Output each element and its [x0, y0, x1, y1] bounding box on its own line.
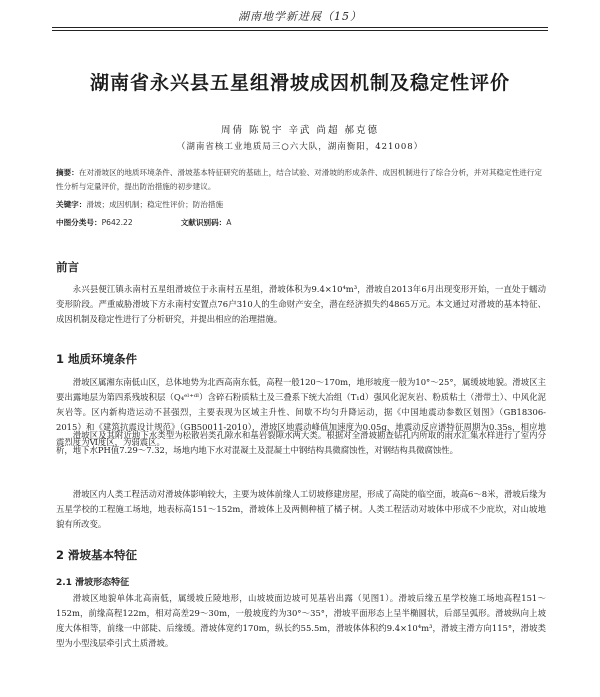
authors: 周倩 陈锐宇 辛武 尚超 郝克德 — [220, 125, 380, 136]
keywords-text: 滑坡；成因机制；稳定性评价；防治措施 — [86, 200, 224, 209]
clc-label: 中图分类号： — [56, 218, 102, 227]
section-heading-1: 1 地质环境条件 — [56, 352, 138, 366]
clc-value: P642.22 — [101, 218, 133, 227]
keywords — [56, 198, 546, 212]
header-rule — [52, 27, 548, 31]
section-heading-2: 2 滑坡基本特征 — [56, 548, 138, 562]
abstract — [56, 166, 546, 194]
subsection-heading-2-1: 2.1 滑坡形态特征 — [56, 578, 130, 588]
keywords-label: 关键字： — [56, 200, 87, 209]
section-heading-preface: 前言 — [56, 260, 79, 274]
section1-paragraph-1: 滑坡区属湘东南低山区，总体地势为北西高南东低，高程一般120～170m，地形坡度一般为10°～25°，属缓坡地貌。滑坡区主要出露地层为第四系残坡积层（Q₄ᵉˡ⁺ᵈˡ）含碎石粉质粘土及三叠系下统大冶组（T₁d）强风化泥灰岩、粉质粘土（滑带土）、中风化泥灰岩等。区内新构造运动不甚强烈，主要表现为区域主升性、间歇不均匀升降运动，据《中国地震动参数区划图》（GB18306-2015）和《建筑抗震设计规范》（GB50011-2010），滑坡区地震动峰值加速度为0.05g，地震动反应谱特征周期为0.35s，相应地震烈度为Ⅵ度区，为弱震区。 — [56, 377, 546, 447]
article-title: 湖南省永兴县五星组滑坡成因机制及稳定性评价 — [89, 72, 510, 94]
affiliation: （湖南省核工业地质局三○六大队，湖南衡阳，421008） — [176, 142, 424, 152]
doc-value: A — [226, 218, 232, 227]
abstract-text: 在对滑坡区的地质环境条件、滑坡基本特征研究的基础上，结合试验、对滑坡的形成条件、成因机制进行了综合分析，并对其稳定性进行定性分析与定量评价，提出防治措施的初步建议。 — [56, 168, 542, 191]
section1-paragraph-2: 滑坡区及其附近地下水类型为松散岩类孔隙水和基岩裂隙水两大类。根据对全滑坡勘查钻孔内所取的雨水汇集水样进行了室内分析，地下水PH值7.29～7.32，场地内地下水对混凝土及混凝土中钢结构具微腐蚀性，对钢结构具微腐蚀性。 — [56, 430, 546, 455]
running-header: 湖南地学新进展（15） — [238, 10, 362, 23]
doc-label: 文献识别码： — [180, 218, 227, 227]
preface-paragraph: 永兴县便江镇永南村五星组滑坡位于永南村五星组，滑坡体积为9.4×10⁴m³，滑坡自2013年6月出现变形开始，一直处于蠕动变形阶段。严重威胁滑坡下方永南村安置点76户310人的生命财产安全，潜在经济损失约4865万元。本文通过对滑坡的基本特征、成因机制及稳定性进行了分析研究，并提出相应的治理措施。 — [56, 284, 546, 324]
section1-paragraph-3: 滑坡区内人类工程活动对滑坡体影响较大，主要为坡体前缘人工切坡修建房屋，形成了高陡的临空面，坡高6～8米，滑坡后缘为五星学校的工程施工场地，地表标高151～152m，滑坡体上及两侧种植了橘子树。人类工程活动对坡体中形成不少庇坎，对山坡地貌有所改变。 — [56, 489, 546, 529]
section2-1-paragraph: 滑坡区地貌单体北高南低，属缓坡丘陵地形，山坡坡面边坡可见基岩出露（见图1）。滑坡后缘五星学校施工场地高程151～152m，前缘高程122m，相对高差29～30m，一般坡度约为30°～35°，滑坡平面形态上呈半椭圆状，后部呈弧形。滑坡纵向上坡度大体相等，前缘一中部陡、后缘缓。滑坡体宽约170m，纵长约55.5m，滑坡体体积约9.4×10⁴m³，滑坡主滑方向115°，滑坡类型为小型浅层牵引式土质滑坡。 — [56, 593, 546, 648]
classification — [56, 216, 546, 230]
abstract-label: 摘要： — [56, 168, 79, 177]
